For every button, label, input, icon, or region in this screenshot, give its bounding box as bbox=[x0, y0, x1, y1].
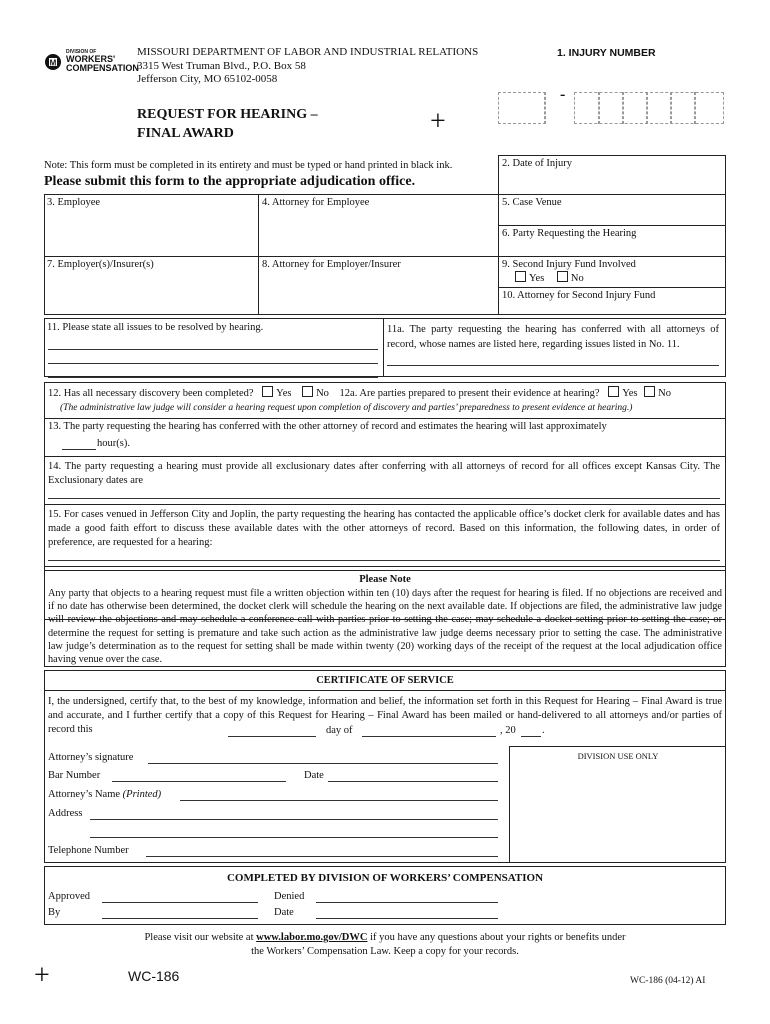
svg-text:M: M bbox=[49, 58, 57, 68]
website-text-after: if you have any questions about your rights or benefits under bbox=[370, 932, 626, 943]
website-link[interactable]: www.labor.mo.gov/DWC bbox=[256, 932, 368, 943]
discovery-yes-checkbox[interactable] bbox=[262, 386, 273, 397]
please-note-body: Any party that objects to a hearing request must file a written objection within ten (10) days after the request for hearing is filed. If no objections are received and if no date has otherwise been determined, the docket clerk will schedule the hearing on the next available date. If objections are filed, the administrative law judge will review the objections and may schedule a conference call with parties prior to setting the case; may schedule a docket setting prior to setting the case; or determine the request for setting is premature and take such action as the administrative law judge deems necessary prior to setting the case. The administrative law judge’s determination as to the request for setting shall be made within twenty (20) working days of the receipt of the request at the local adjudication office having venue over the case. bbox=[48, 588, 722, 666]
evidence-label: 12a. Are parties prepared to present their evidence at hearing? bbox=[339, 388, 600, 399]
address-label: Address bbox=[48, 808, 83, 819]
agency-address-line-1: 3315 West Truman Blvd., P.O. Box 58 bbox=[137, 59, 306, 72]
address-line-1[interactable] bbox=[90, 807, 498, 820]
second-injury-fund-label: 9. Second Injury Fund Involved bbox=[502, 259, 636, 270]
form-title bbox=[137, 105, 318, 143]
injury-number-boxes[interactable] bbox=[498, 86, 724, 124]
discovery-note: (The administrative law judge will consider a hearing request upon completion of discovery and parties’ preparedness to present evidence at hearing.) bbox=[60, 403, 633, 413]
form-title-line-2: FINAL AWARD bbox=[137, 126, 234, 141]
bar-number-field[interactable] bbox=[112, 769, 286, 782]
issues-line-3[interactable] bbox=[48, 365, 378, 378]
logo-line-2: WORKERS' bbox=[66, 54, 116, 64]
attorney-for-employer-label: 8. Attorney for Employer/Insurer bbox=[262, 259, 401, 270]
evidence-yes-checkbox[interactable] bbox=[608, 386, 619, 397]
approved-label: Approved bbox=[48, 891, 90, 902]
issues-label: 11. Please state all issues to be resolved by hearing. bbox=[47, 322, 264, 333]
agency-address-block bbox=[137, 46, 478, 87]
exclusionary-dates-text: 14. The party requesting a hearing must provide all exclusionary dates after conferring with all attorneys of record for all offices except Kansas City. The Exclusionary dates are bbox=[48, 461, 720, 486]
website-notice bbox=[44, 931, 726, 959]
denied-label: Denied bbox=[274, 891, 305, 902]
attorney-name-printed: (Printed) bbox=[122, 789, 162, 800]
attorney-name-text: Attorney’s Name bbox=[48, 789, 121, 800]
website-text-line-2: the Workers’ Compensation Law. Keep a copy for your records. bbox=[251, 946, 519, 957]
service-year-field[interactable] bbox=[521, 724, 541, 737]
requested-dates-text: 15. For cases venued in Jefferson City and Joplin, the party requesting the hearing has contacted the applicable office’s docket clerk for available dates and has made a good faith effort to discuss these available dates with the other attorneys of record. Based on this information, the following dates, in order of preference, are requested for a hearing: bbox=[48, 509, 720, 548]
by-label: By bbox=[48, 907, 61, 918]
agency-name: MISSOURI DEPARTMENT OF LABOR AND INDUSTRIAL RELATIONS bbox=[137, 46, 479, 58]
registration-plus-mark-bottom: + bbox=[34, 960, 50, 991]
sif-no-label: No bbox=[570, 273, 584, 284]
attorney-name-label bbox=[48, 789, 161, 800]
telephone-label: Telephone Number bbox=[48, 845, 129, 856]
denied-field[interactable] bbox=[316, 890, 498, 903]
hearing-hours-field[interactable] bbox=[62, 437, 96, 450]
approved-field[interactable] bbox=[102, 890, 258, 903]
case-venue-label: 5. Case Venue bbox=[502, 197, 562, 208]
service-day-field[interactable] bbox=[228, 724, 316, 737]
evidence-yes-label: Yes bbox=[622, 388, 638, 399]
address-line-2[interactable] bbox=[90, 825, 498, 838]
sif-yes-label: Yes bbox=[529, 273, 545, 284]
employee-field[interactable] bbox=[45, 209, 258, 255]
party-requesting-field[interactable] bbox=[499, 240, 725, 255]
employer-insurer-label: 7. Employer(s)/Insurer(s) bbox=[47, 259, 154, 270]
discovery-no-label: No bbox=[316, 388, 329, 399]
evidence-no-label: No bbox=[658, 388, 671, 399]
sif-no-checkbox[interactable] bbox=[557, 271, 568, 282]
attorney-name-field[interactable] bbox=[180, 788, 498, 801]
discovery-label: 12. Has all necessary discovery been completed? bbox=[48, 388, 254, 399]
conferred-attorneys-text: 11a. The party requesting the hearing has conferred with all attorneys of record, whose names are listed here, regarding issues listed in No. 11. bbox=[387, 324, 719, 350]
form-version: WC-186 (04-12) AI bbox=[630, 976, 706, 986]
case-venue-field[interactable] bbox=[499, 209, 725, 224]
signature-date-label: Date bbox=[304, 770, 324, 781]
division-use-only-label: DIVISION USE ONLY bbox=[577, 751, 659, 761]
evidence-no-checkbox[interactable] bbox=[644, 386, 655, 397]
exclusionary-dates-line[interactable] bbox=[48, 486, 720, 499]
date-of-injury-field[interactable] bbox=[499, 170, 725, 194]
discovery-yes-label: Yes bbox=[276, 388, 292, 399]
employer-insurer-field[interactable] bbox=[45, 271, 258, 313]
attorney-for-employee-field[interactable] bbox=[259, 209, 498, 255]
injury-number-label: 1. INJURY NUMBER bbox=[557, 47, 656, 59]
completed-date-field[interactable] bbox=[316, 906, 498, 919]
conferred-attorneys-line[interactable] bbox=[387, 353, 719, 366]
form-code: WC-186 bbox=[128, 968, 180, 984]
issues-line-2[interactable] bbox=[48, 351, 378, 364]
attorney-sif-label: 10. Attorney for Second Injury Fund bbox=[502, 290, 656, 301]
service-month-field[interactable] bbox=[362, 724, 496, 737]
submit-instruction: Please submit this form to the appropriate adjudication office. bbox=[44, 174, 416, 189]
logo-line-3: COMPENSATION bbox=[66, 63, 139, 73]
discovery-no-checkbox[interactable] bbox=[302, 386, 313, 397]
registration-plus-mark: + bbox=[430, 106, 446, 137]
party-requesting-label: 6. Party Requesting the Hearing bbox=[502, 228, 637, 239]
attorney-for-employer-field[interactable] bbox=[259, 271, 498, 313]
signature-label: Attorney’s signature bbox=[48, 752, 134, 763]
requested-dates-line[interactable] bbox=[48, 548, 720, 561]
website-text-before: Please visit our website at bbox=[144, 932, 254, 943]
completed-date-label: Date bbox=[274, 907, 294, 918]
year-suffix: . bbox=[542, 725, 545, 736]
logo-line-1: DIVISION OF bbox=[66, 49, 97, 55]
discovery-question bbox=[48, 386, 671, 399]
issues-line-1[interactable] bbox=[48, 337, 378, 350]
telephone-field[interactable] bbox=[146, 844, 498, 857]
agency-logo bbox=[44, 49, 139, 80]
form-title-line-1: REQUEST FOR HEARING – bbox=[137, 107, 318, 122]
second-injury-fund-options bbox=[512, 271, 584, 284]
hearing-hours-label: hour(s). bbox=[97, 438, 130, 449]
signature-field[interactable] bbox=[148, 751, 498, 764]
please-note-title: Please Note bbox=[359, 574, 411, 585]
note-text: Note: This form must be completed in its entirety and must be typed or hand printed in black ink. bbox=[44, 160, 453, 171]
completed-by-title: COMPLETED BY DIVISION OF WORKERS’ COMPENSATION bbox=[226, 872, 544, 884]
bar-number-label: Bar Number bbox=[48, 770, 101, 781]
agency-address-line-2: Jefferson City, MO 65102-0058 bbox=[137, 73, 278, 85]
certificate-title: CERTIFICATE OF SERVICE bbox=[316, 675, 454, 686]
attorney-for-employee-label: 4. Attorney for Employee bbox=[262, 197, 370, 208]
by-field[interactable] bbox=[102, 906, 258, 919]
employee-label: 3. Employee bbox=[47, 197, 101, 208]
workers-comp-logo-icon bbox=[44, 53, 62, 71]
signature-date-field[interactable] bbox=[328, 769, 498, 782]
day-of-label: day of bbox=[326, 725, 353, 736]
hearing-duration-text: 13. The party requesting the hearing has conferred with the other attorney of record and estimates the hearing will last approximately bbox=[48, 421, 607, 432]
certificate-body: I, the undersigned, certify that, to the best of my knowledge, information and belief, the information set forth in this Request for Hearing – Final Award is true and accurate, and I further certify that a copy of this Request for Hearing – Final Award has been mailed or hand-delivered to all attorneys and/or parties of record this bbox=[48, 696, 722, 735]
sif-yes-checkbox[interactable] bbox=[515, 271, 526, 282]
injury-number-dash: - bbox=[560, 86, 566, 103]
date-of-injury-label: 2. Date of Injury bbox=[502, 158, 572, 169]
year-prefix: , 20 bbox=[500, 725, 516, 736]
